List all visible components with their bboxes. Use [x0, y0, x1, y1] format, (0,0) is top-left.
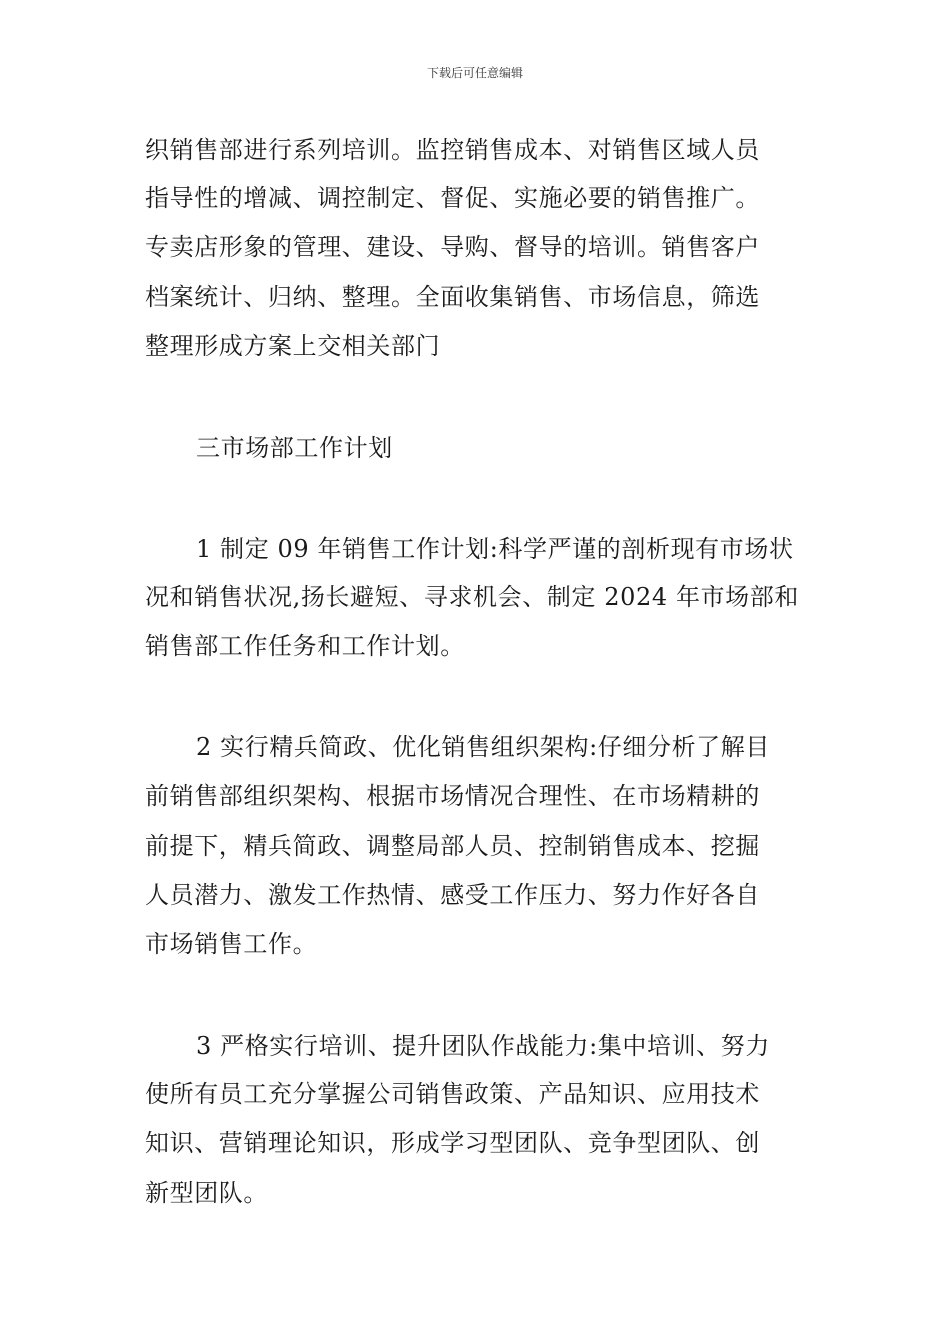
text-line: 新型团队。: [145, 1179, 268, 1207]
text-line: 专卖店形象的管理、建设、导购、督导的培训。销售客户: [145, 233, 760, 261]
text-line: 前提下，精兵简政、调整局部人员、控制销售成本、挖掘: [145, 832, 760, 860]
text-line: 织销售部进行系列培训。监控销售成本、对销售区域人员: [145, 136, 760, 164]
text-line: 使所有员工充分掌握公司销售政策、产品知识、应用技术: [145, 1080, 760, 1108]
text-line: 1 制定 09 年销售工作计划:科学严谨的剖析现有市场状: [196, 535, 794, 563]
text-line: 人员潜力、激发工作热情、感受工作压力、努力作好各自: [145, 881, 760, 909]
text-line: 前销售部组织架构、根据市场情况合理性、在市场精耕的: [145, 782, 760, 810]
text-line: 况和销售状况,扬长避短、寻求机会、制定 2024 年市场部和: [145, 583, 799, 611]
text-line: 市场销售工作。: [145, 930, 318, 958]
text-line: 档案统计、归纳、整理。全面收集销售、市场信息，筛选: [145, 283, 760, 311]
section-heading: 三市场部工作计划: [196, 434, 393, 462]
page-header: 下载后可任意编辑: [426, 66, 523, 80]
text-line: 知识、营销理论知识，形成学习型团队、竞争型团队、创: [145, 1129, 760, 1157]
text-line: 整理形成方案上交相关部门: [145, 332, 441, 360]
text-line: 3 严格实行培训、提升团队作战能力:集中培训、努力: [196, 1032, 770, 1060]
text-line: 销售部工作任务和工作计划。: [145, 632, 465, 660]
text-line: 2 实行精兵简政、优化销售组织架构:仔细分析了解目: [196, 733, 770, 761]
text-line: 指导性的增减、调控制定、督促、实施必要的销售推广。: [145, 184, 760, 212]
